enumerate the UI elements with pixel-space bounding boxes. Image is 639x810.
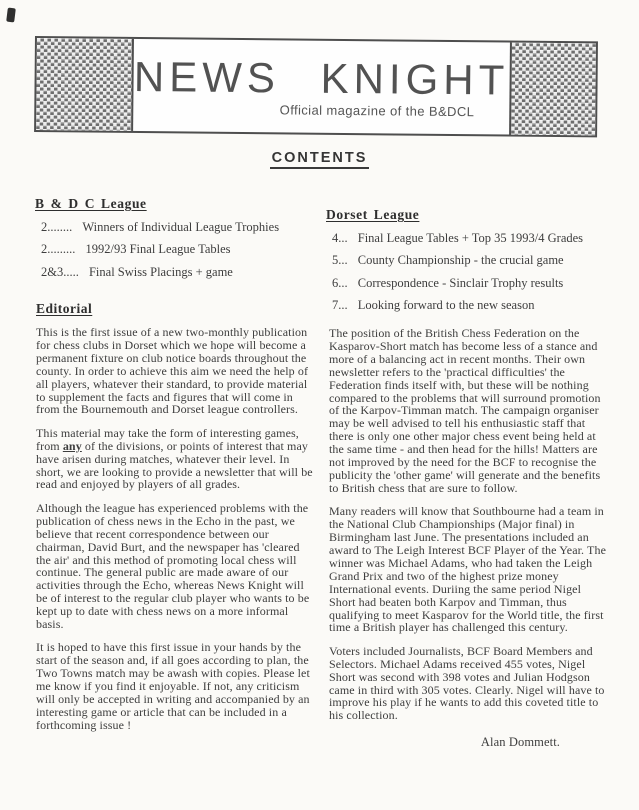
checkerboard-right (509, 43, 596, 136)
news-column (329, 327, 610, 749)
contents-heading-row (0, 149, 639, 167)
toc-item-pages: 7... (332, 298, 348, 312)
toc-item-pages: 2&3..... (41, 264, 79, 279)
toc-item-pages: 6... (332, 275, 348, 290)
masthead-banner (34, 36, 598, 137)
toc-item-label: Final League Tables + Top 35 1993/4 Grades (357, 230, 584, 245)
toc-item-pages: 5... (332, 253, 348, 267)
toc-item-label: Winners of Individual League Trophies (82, 219, 280, 234)
toc-item-pages: 4... (332, 230, 348, 245)
toc-item (35, 242, 327, 257)
editorial-column (36, 326, 314, 742)
paragraph-text: This material may take the form of interesting games, from (36, 425, 299, 453)
toc-item-label: Looking forward to the new season (357, 298, 535, 312)
toc-item-label: Correspondence - Sinclair Trophy results (357, 275, 564, 290)
toc-dorset-league-items (326, 231, 631, 314)
paragraph-text: of the divisions, or points of interest that may have arisen during matches, whatever their level. In short, we are looking to provide a newsletter that will be read and enjoyed by players of all grades. (36, 438, 313, 492)
toc-item (326, 231, 631, 246)
editorial-paragraph-2 (36, 427, 314, 492)
contents-heading: CONTENTS (270, 150, 370, 169)
toc-item-label: Final Swiss Placings + game (88, 264, 233, 279)
magazine-title: NEWS KNIGHT (133, 52, 510, 104)
news-paragraph-1: The position of the British Chess Federation on the Kasparov-Short match has become less of a stance and more of a balancing act in recent months. Their own newsletter refers to the 'practical difficulties' the Federation finds itself with, but these will be nothing compared to the problems that will surround promotion of the Karpov-Timman match. The campaign organiser may be well advised to tell his enthusiastic staff that there is only one other major chess event being held at the same time - and then head for the hills! Matters are not improved by the need for the BCF to recognise the publicity the 'other game' will generate and the benefits to British chess that are sure to follow. (329, 326, 601, 495)
toc-dorset-league-heading: Dorset League (326, 207, 420, 222)
toc-item-pages: 2......... (41, 242, 76, 256)
toc-dorset-league (326, 207, 631, 313)
magazine-subtitle: Official magazine of the B&DCL (279, 102, 475, 120)
toc-bdc-league (35, 196, 327, 280)
toc-item (35, 220, 327, 235)
news-paragraph-3: Voters included Journalists, BCF Board Members and Selectors. Michael Adams received 455 votes, Nigel Short was second with 398 votes and Julian Hodgson came in third with 305 votes. Clearly. Nigel will have to improve his play if he wants to add this coveted title to his collection. (329, 643, 605, 723)
emphasized-word: any (62, 438, 82, 453)
news-paragraph-2: Many readers will know that Southbourne had a team in the National Club Championships (Major final) in Birmingham last June. The presentations included an award to The Leigh Interest BCF Player of the Year. The winner was Michael Adams, who had taken the Leigh Grand Prix and two of the highest prize money International events. Duriing the same period Nigel Short had beaten both Karpov and Timman, thus qualifying to meet Kasparov for the World title, the first time a British player has challenged this century. (329, 504, 606, 635)
editorial-paragraph-1: This is the first issue of a new two-monthly publication for chess clubs in Dorset which we hope will become a permanent fixture on club notice boards throughout the county. In order to achieve this aim we need the help of all players, whatever their standard, to provide material to supplement the facts and figures that will come in from the Bournemouth and Dorset league controllers. (36, 325, 309, 417)
toc-bdc-league-items (35, 220, 327, 280)
checkerboard-left (36, 38, 134, 131)
editorial-heading: Editorial (36, 301, 93, 316)
editorial-paragraph-4: It is hoped to have this first issue in your hands by the start of the season and, if all goes according to plan, the Two Towns match may be awash with copies. Please let me know if you find it enjoyable. If not, any criticism will only be accepted in writing and accompanied by an interesting game or article that can be included in a forthcoming issue ! (36, 640, 310, 732)
author-signature: Alan Dommett. (480, 735, 560, 750)
toc-item (35, 265, 327, 280)
toc-item (326, 253, 631, 268)
editorial-paragraph-3: Although the league has experienced problems with the publication of chess news in the Echo in the past, we believe that recent correspondence between our chairman, David Burt, and the newspaper has 'cleared the air' and this method of promoting local chess will continue. The general public are made aware of our activities through the Echo, whereas News Knight will be of interest to the regular club player who wants to be kept up to date with chess news on a more informal basis. (36, 500, 310, 632)
masthead-center (133, 39, 510, 135)
toc-item-pages: 2........ (41, 219, 73, 234)
scan-artifact (6, 8, 16, 23)
toc-bdc-league-heading: B & D C League (35, 196, 147, 211)
toc-item-label: County Championship - the crucial game (357, 253, 564, 267)
toc-item-label: 1992/93 Final League Tables (85, 242, 231, 256)
toc-item (326, 298, 631, 313)
toc-item (326, 276, 631, 291)
